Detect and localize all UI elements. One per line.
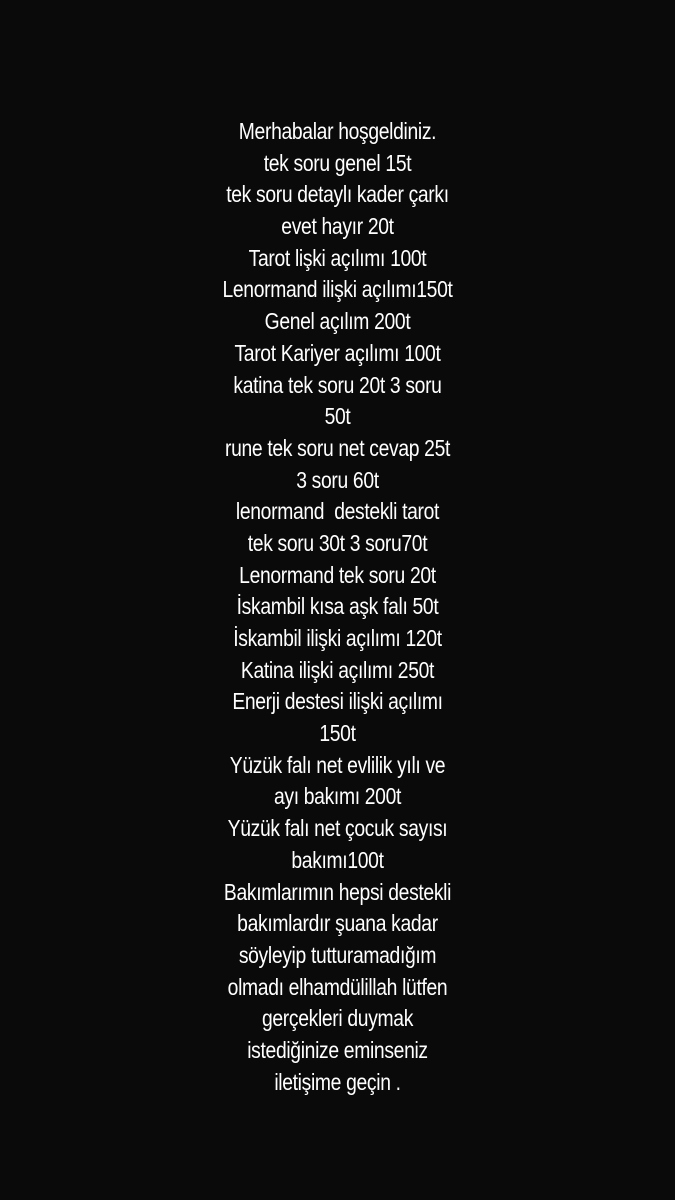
text-line: Bakımlarımın hepsi destekli (223, 878, 452, 905)
text-line: lenormand destekli tarot (235, 498, 440, 525)
text-line: olmadı elhamdülillah lütfen (227, 973, 448, 1000)
text-line: katina tek soru 20t 3 soru (233, 371, 442, 398)
text-line: Merhabalar hoşgeldiniz. (238, 118, 437, 144)
text-line: rune tek soru net cevap 25t (224, 434, 451, 461)
text-line: Katina ilişki açılımı 250t (240, 656, 435, 683)
text-line: istediğinize eminseniz (247, 1036, 428, 1063)
text-line: 50t (324, 403, 351, 430)
text-line: Genel açılım 200t (264, 308, 411, 335)
text-line: Lenormand tek soru 20t (239, 561, 436, 588)
price-list-text (54, 116, 621, 1098)
text-line: Yüzük falı net evlilik yılı ve (229, 751, 446, 778)
text-line: 3 soru 60t (296, 466, 379, 493)
text-line: Lenormand ilişki açılımı150t (222, 276, 453, 303)
text-line: 150t (319, 720, 356, 747)
text-line: tek soru detaylı kader çarkı (226, 181, 449, 208)
text-line: Tarot lişki açılımı 100t (248, 244, 427, 271)
text-line: ayı bakımı 200t (273, 783, 402, 810)
text-line: İskambil ilişki açılımı 120t (233, 625, 442, 651)
text-line: tek soru 30t 3 soru70t (247, 529, 428, 556)
text-line: söyleyip tutturamadığım (238, 941, 437, 968)
text-line: gerçekleri duymak (261, 1005, 414, 1032)
text-line: evet hayır 20t (281, 213, 394, 240)
text-line: Enerji destesi ilişki açılımı (232, 688, 443, 715)
text-line: iletişime geçin . (274, 1068, 401, 1095)
text-line: Tarot Kariyer açılımı 100t (234, 339, 441, 366)
text-line: bakımı100t (291, 846, 384, 873)
text-line: Yüzük falı net çocuk sayısı (227, 815, 448, 842)
text-line: bakımlardır şuana kadar (237, 910, 438, 937)
text-line: tek soru genel 15t (263, 149, 412, 176)
text-line: İskambil kısa aşk falı 50t (236, 593, 439, 620)
